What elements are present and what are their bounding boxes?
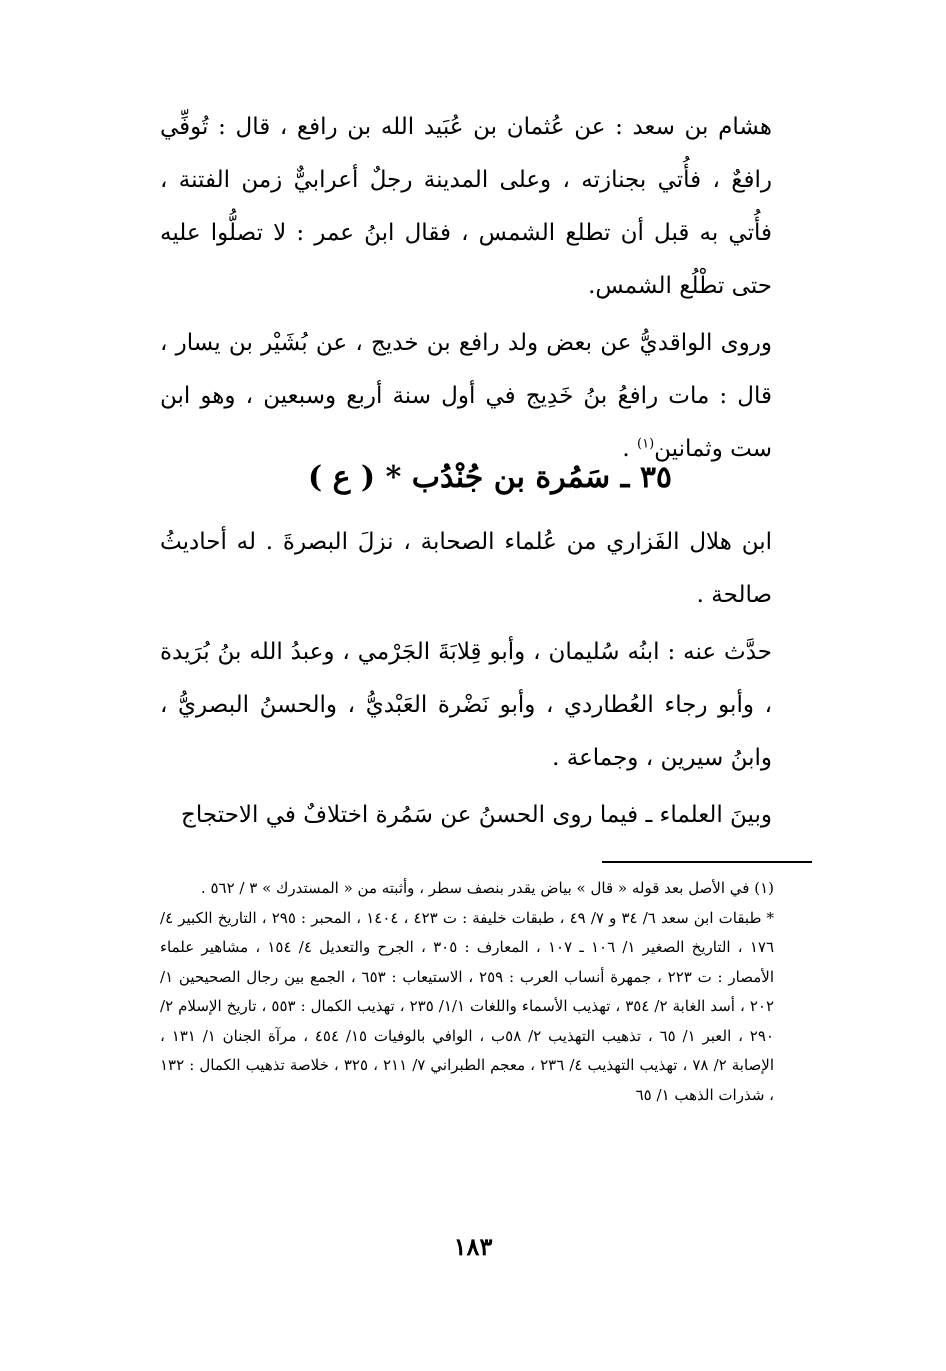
paragraph-2-text: وروى الواقديُّ عن بعض ولد رافع بن خديج ، عن بُشَيْر بن يسار ، قال : مات رافعُ بنُ خَدِيج في أول سنة أربع وسبعين ، وهو ابن ست وثمانين <box>160 330 772 462</box>
footnote-ref-1: (١) <box>637 436 655 452</box>
paragraph-4: حدَّث عنه : ابنُه سُليمان ، وأبو قِلابَةَ الجَرْمي ، وعبدُ الله بنُ بُرَيدة ، وأبو رجاء العُطاردي ، وأبو نَضْرة العَبْديُّ ، والحسنُ البصريُّ ، وابنُ سيرين ، وجماعة . <box>160 639 772 771</box>
main-text-top <box>160 101 820 476</box>
page-number: ١٨٣ <box>453 1232 493 1261</box>
paragraph-3: ابن هلال الفَزاري من عُلماء الصحابة ، نزلَ البصرةَ . له أحاديثُ صالحة . <box>160 529 772 608</box>
footnote-1: (١) في الأصل بعد قوله « قال » بياض يقدر بنصف سطر ، وأثبته من « المستدرك » ٣ / ٥٦٢ . <box>200 879 774 897</box>
main-text-bottom <box>160 516 820 842</box>
footnotes <box>160 874 820 1110</box>
section-heading: ٣٥ ـ سَمُرة بن جُنْدُب * ( ع ) <box>307 460 673 495</box>
footnote-divider <box>602 861 812 863</box>
paragraph-5: وبينَ العلماء ـ فيما روى الحسنُ عن سَمُرة اختلافٌ في الاحتجاج <box>181 802 772 828</box>
paragraph-2-end: . <box>622 436 638 462</box>
paragraph-1: هشام بن سعد : عن عُثمان بن عُبَيد الله بن رافع ، قال : تُوفِّي رافعٌ ، فأُتي بجنازته ، وعلى المدينة رجلٌ أعرابيٌّ زمن الفتنة ، فأُتي به قبل أن تطلع الشمس ، فقال ابنُ عمر : لا تصلُّوا عليه حتى تطْلُع الشمس. <box>160 114 772 299</box>
footnote-star: * طبقات ابن سعد ٦/ ٣٤ و ٧/ ٤٩ ، طبقات خليفة : ت ٤٢٣ ، ١٤٠٤ ، المحبر : ٢٩٥ ، التاريخ الكبير ٤/ ١٧٦ ، التاريخ الصغير ١/ ١٠٦ ـ ١٠٧ ، المعارف : ٣٠٥ ، الجرح والتعديل ٤/ ١٥٤ ، مشاهير علماء الأمصار : ت ٢٢٣ ، جمهرة أنساب العرب : ٢٥٩ ، الاستيعاب : ٦٥٣ ، الجمع بين رجال الصحيحين ١/ ٢٠٢ ، أسد الغابة ٢/ ٣٥٤ ، تهذيب الأسماء واللغات ١/١/ ٢٣٥ ، تهذيب الكمال : ٥٥٣ ، تاريخ الإسلام ٢/ ٢٩٠ ، العبر ١/ ٦٥ ، تذهيب التهذيب ٢/ ٥٨ب ، الوافي بالوفيات ١٥/ ٤٥٤ ، مرآة الجنان ١/ ١٣١ ، الإصابة ٢/ ٧٨ ، تهذيب التهذيب ٤/ ٢٣٦ ، معجم الطبراني ٧/ ٢١١ ، ٣٢٥ ، خلاصة تذهيب الكمال : ١٣٢ ، شذرات الذهب ١/ ٦٥ <box>160 908 775 1104</box>
